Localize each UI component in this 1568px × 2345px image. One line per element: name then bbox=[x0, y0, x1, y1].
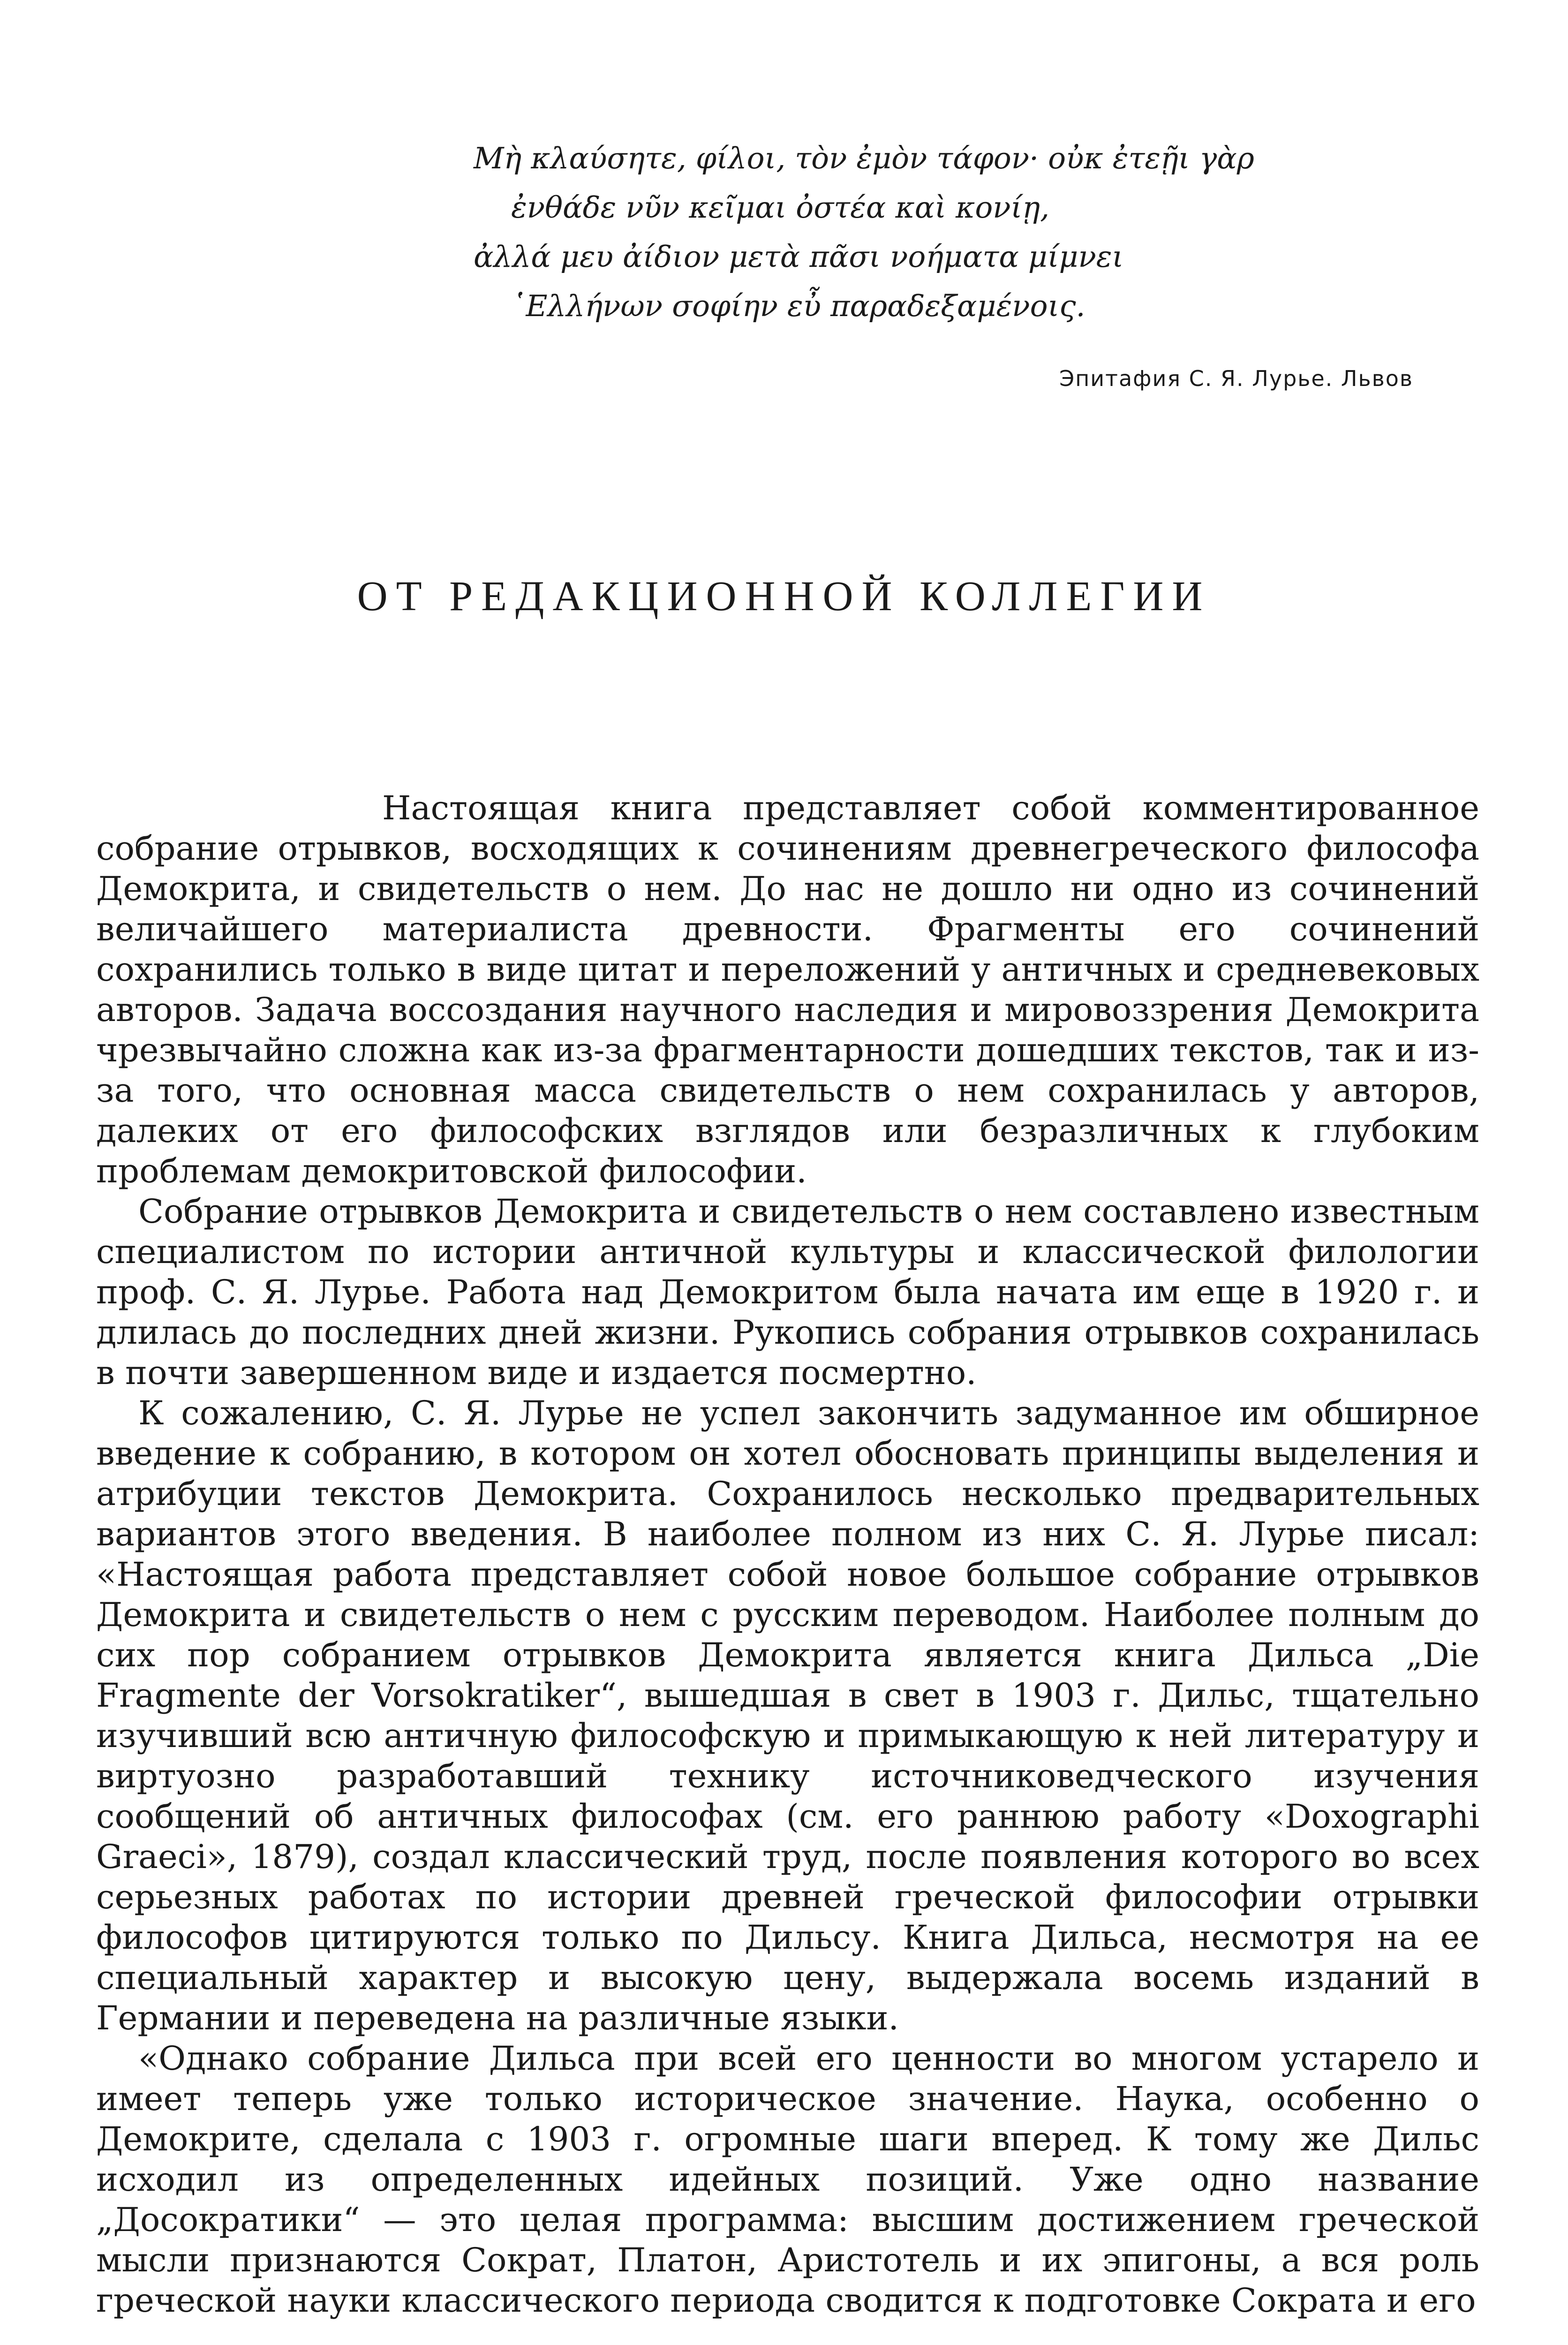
epigraph-attribution: Эпитафия С. Я. Лурье. Львов bbox=[1059, 366, 1413, 391]
paragraph: «Однако собрание Дильса при всей его ценности во многом устарело и имеет теперь уже только историческое значение. Наука, особенно о Демокрите, сделала с 1903 г. огромные шаги вперед. К тому же Дильс исходил из определенных идейных позиций. Уже одно название „Досократики“ — это целая программа: высшим достижением греческой мысли признаются Сократ, Платон, Аристотель и их эпигоны, а вся роль греческой науки классического периода сводится к подготовке Сократа и его bbox=[96, 2039, 1479, 2320]
paragraph: Собрание отрывков Демокрита и свидетельств о нем составлено известным специалистом по истории античной культуры и классической филологии проф. С. Я. Лурье. Работа над Демокритом была начата им еще в 1920 г. и длилась до последних дней жизни. Рукопись собрания отрывков сохранилась в почти завершенном виде и издается посмертно. bbox=[96, 1192, 1479, 1392]
epigraph-line: ἐνθάδε νῦν κεῖμαι ὀστέα καὶ κονίῃ, bbox=[511, 190, 1050, 225]
paragraph: Настоящая книга представляет собой комментированное собрание отрывков, восходящих к сочинениям древнегреческого философа Демокрита, и свидетельств о нем. До нас не дошло ни одно из сочинений величайшего материалиста древности. Фрагменты его сочинений сохранились только в виде цитат и переложений у античных и средневековых авторов. Задача воссоздания научного наследия и мировоззрения Демокрита чрезвычайно сложна как из-за фрагментарности дошедших текстов, так и из-за того, что основная масса свидетельств о нем сохранилась у авторов, далеких от его философских взглядов или безразличных к глубоким проблемам демокритовской философии. bbox=[96, 789, 1479, 1190]
epigraph-line: ἀλλά μευ ἀίδιον μετὰ πᾶσι νοήματα μίμνει bbox=[474, 240, 1124, 274]
epigraph-line: Μὴ κλαύσητε, φίλοι, τὸν ἐμὸν τάφον· οὐκ ἐτεῇι γὰρ bbox=[474, 141, 1254, 175]
page-title: ОТ РЕДАКЦИОННОЙ КОЛЛЕГИИ bbox=[357, 573, 1211, 620]
paragraph: К сожалению, С. Я. Лурье не успел закончить задуманное им обширное введение к собранию, в котором он хотел обосновать принципы выделения и атрибуции текстов Демокрита. Сохранилось несколько предварительных вариантов этого введения. В наиболее полном из них С. Я. Лурье писал: «Настоящая работа представляет собой новое большое собрание отрывков Демокрита и свидетельств о нем с русским переводом. Наиболее полным до сих пор собранием отрывков Демокрита является книга Дильса „Die Fragmente der Vorsokratiker“, вышедшая в свет в 1903 г. Дильс, тщательно изучивший всю античную философскую и примыкающую к ней литературу и виртуозно разработавший технику источниковедческого изучения сообщений об античных философах (см. его раннюю работу «Doxographi Graeci», 1879), создал классический труд, после появления которого во всех серьезных работах по истории древней греческой философии отрывки философов цитируются только по Дильсу. Книга Дильса, несмотря на ее специальный характер и высокую цену, выдержала восемь изданий в Германии и переведена на различные языки. bbox=[96, 1394, 1479, 2037]
epigraph-line: ῾Ελλήνων σοφίην εὖ παραδεξαμένοις. bbox=[511, 289, 1086, 323]
body-text bbox=[96, 788, 1479, 2321]
epigraph bbox=[474, 134, 1411, 331]
